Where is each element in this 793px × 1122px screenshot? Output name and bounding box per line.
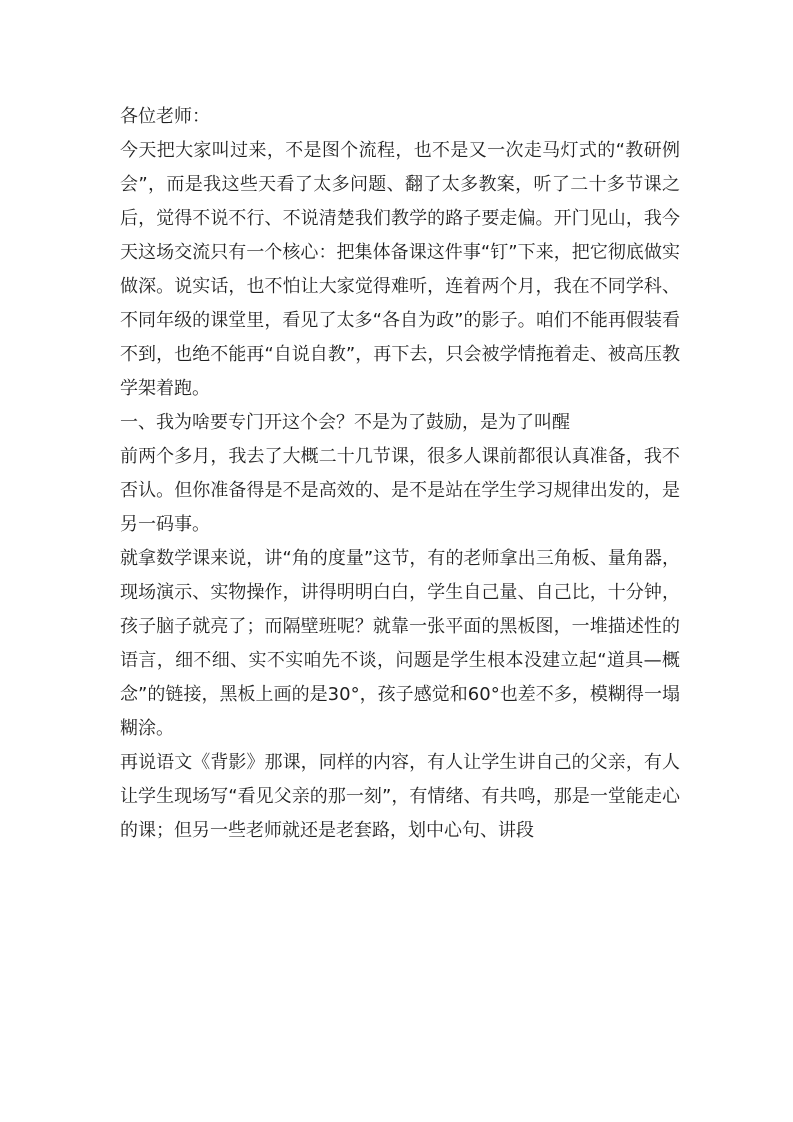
salutation: 各位老师： <box>120 106 210 127</box>
paragraph-math-example: 就拿数学课来说，讲“角的度量”这节，有的老师拿出三角板、量角器，现场演示、实物操作，讲得明明白白，学生自己量、自己比，十分钟，孩子脑子就亮了；而隔壁班呢？就靠一张平面的黑板图，一堆描述性的语言，细不细、实不实咱先不谈，问题是学生根本没建立起“道具—概念”的链接，黑板上画的是30°，孩子感觉和60°也差不多，模糊得一塌糊涂。 <box>120 548 680 739</box>
paragraph-observation: 前两个多月，我去了大概二十几节课，很多人课前都很认真准备，我不否认。但你准备得是不是高效的、是不是站在学生学习规律出发的，是另一码事。 <box>120 446 680 535</box>
document-body <box>120 100 680 848</box>
paragraph-chinese-example: 再说语文《背影》那课，同样的内容，有人让学生讲自己的父亲，有人让学生现场写“看见父亲的那一刻”，有情绪、有共鸣，那是一堂能走心的课；但另一些老师就还是老套路，划中心句、讲段 <box>120 752 680 841</box>
section-heading-1: 一、我为啥要专门开这个会？不是为了鼓励，是为了叫醒 <box>120 412 570 433</box>
paragraph-opening: 今天把大家叫过来，不是图个流程，也不是又一次走马灯式的“教研例会”，而是我这些天看了太多问题、翻了太多教案，听了二十多节课之后，觉得不说不行、不说清楚我们教学的路子要走偏。开门见山，我今天这场交流只有一个核心：把集体备课这件事“钉”下来，把它彻底做实做深。说实话，也不怕让大家觉得难听，连着两个月，我在不同学科、不同年级的课堂里，看见了太多“各自为政”的影子。咱们不能再假装看不到，也绝不能再“自说自教”，再下去，只会被学情拖着走、被高压教学架着跑。 <box>120 140 680 399</box>
